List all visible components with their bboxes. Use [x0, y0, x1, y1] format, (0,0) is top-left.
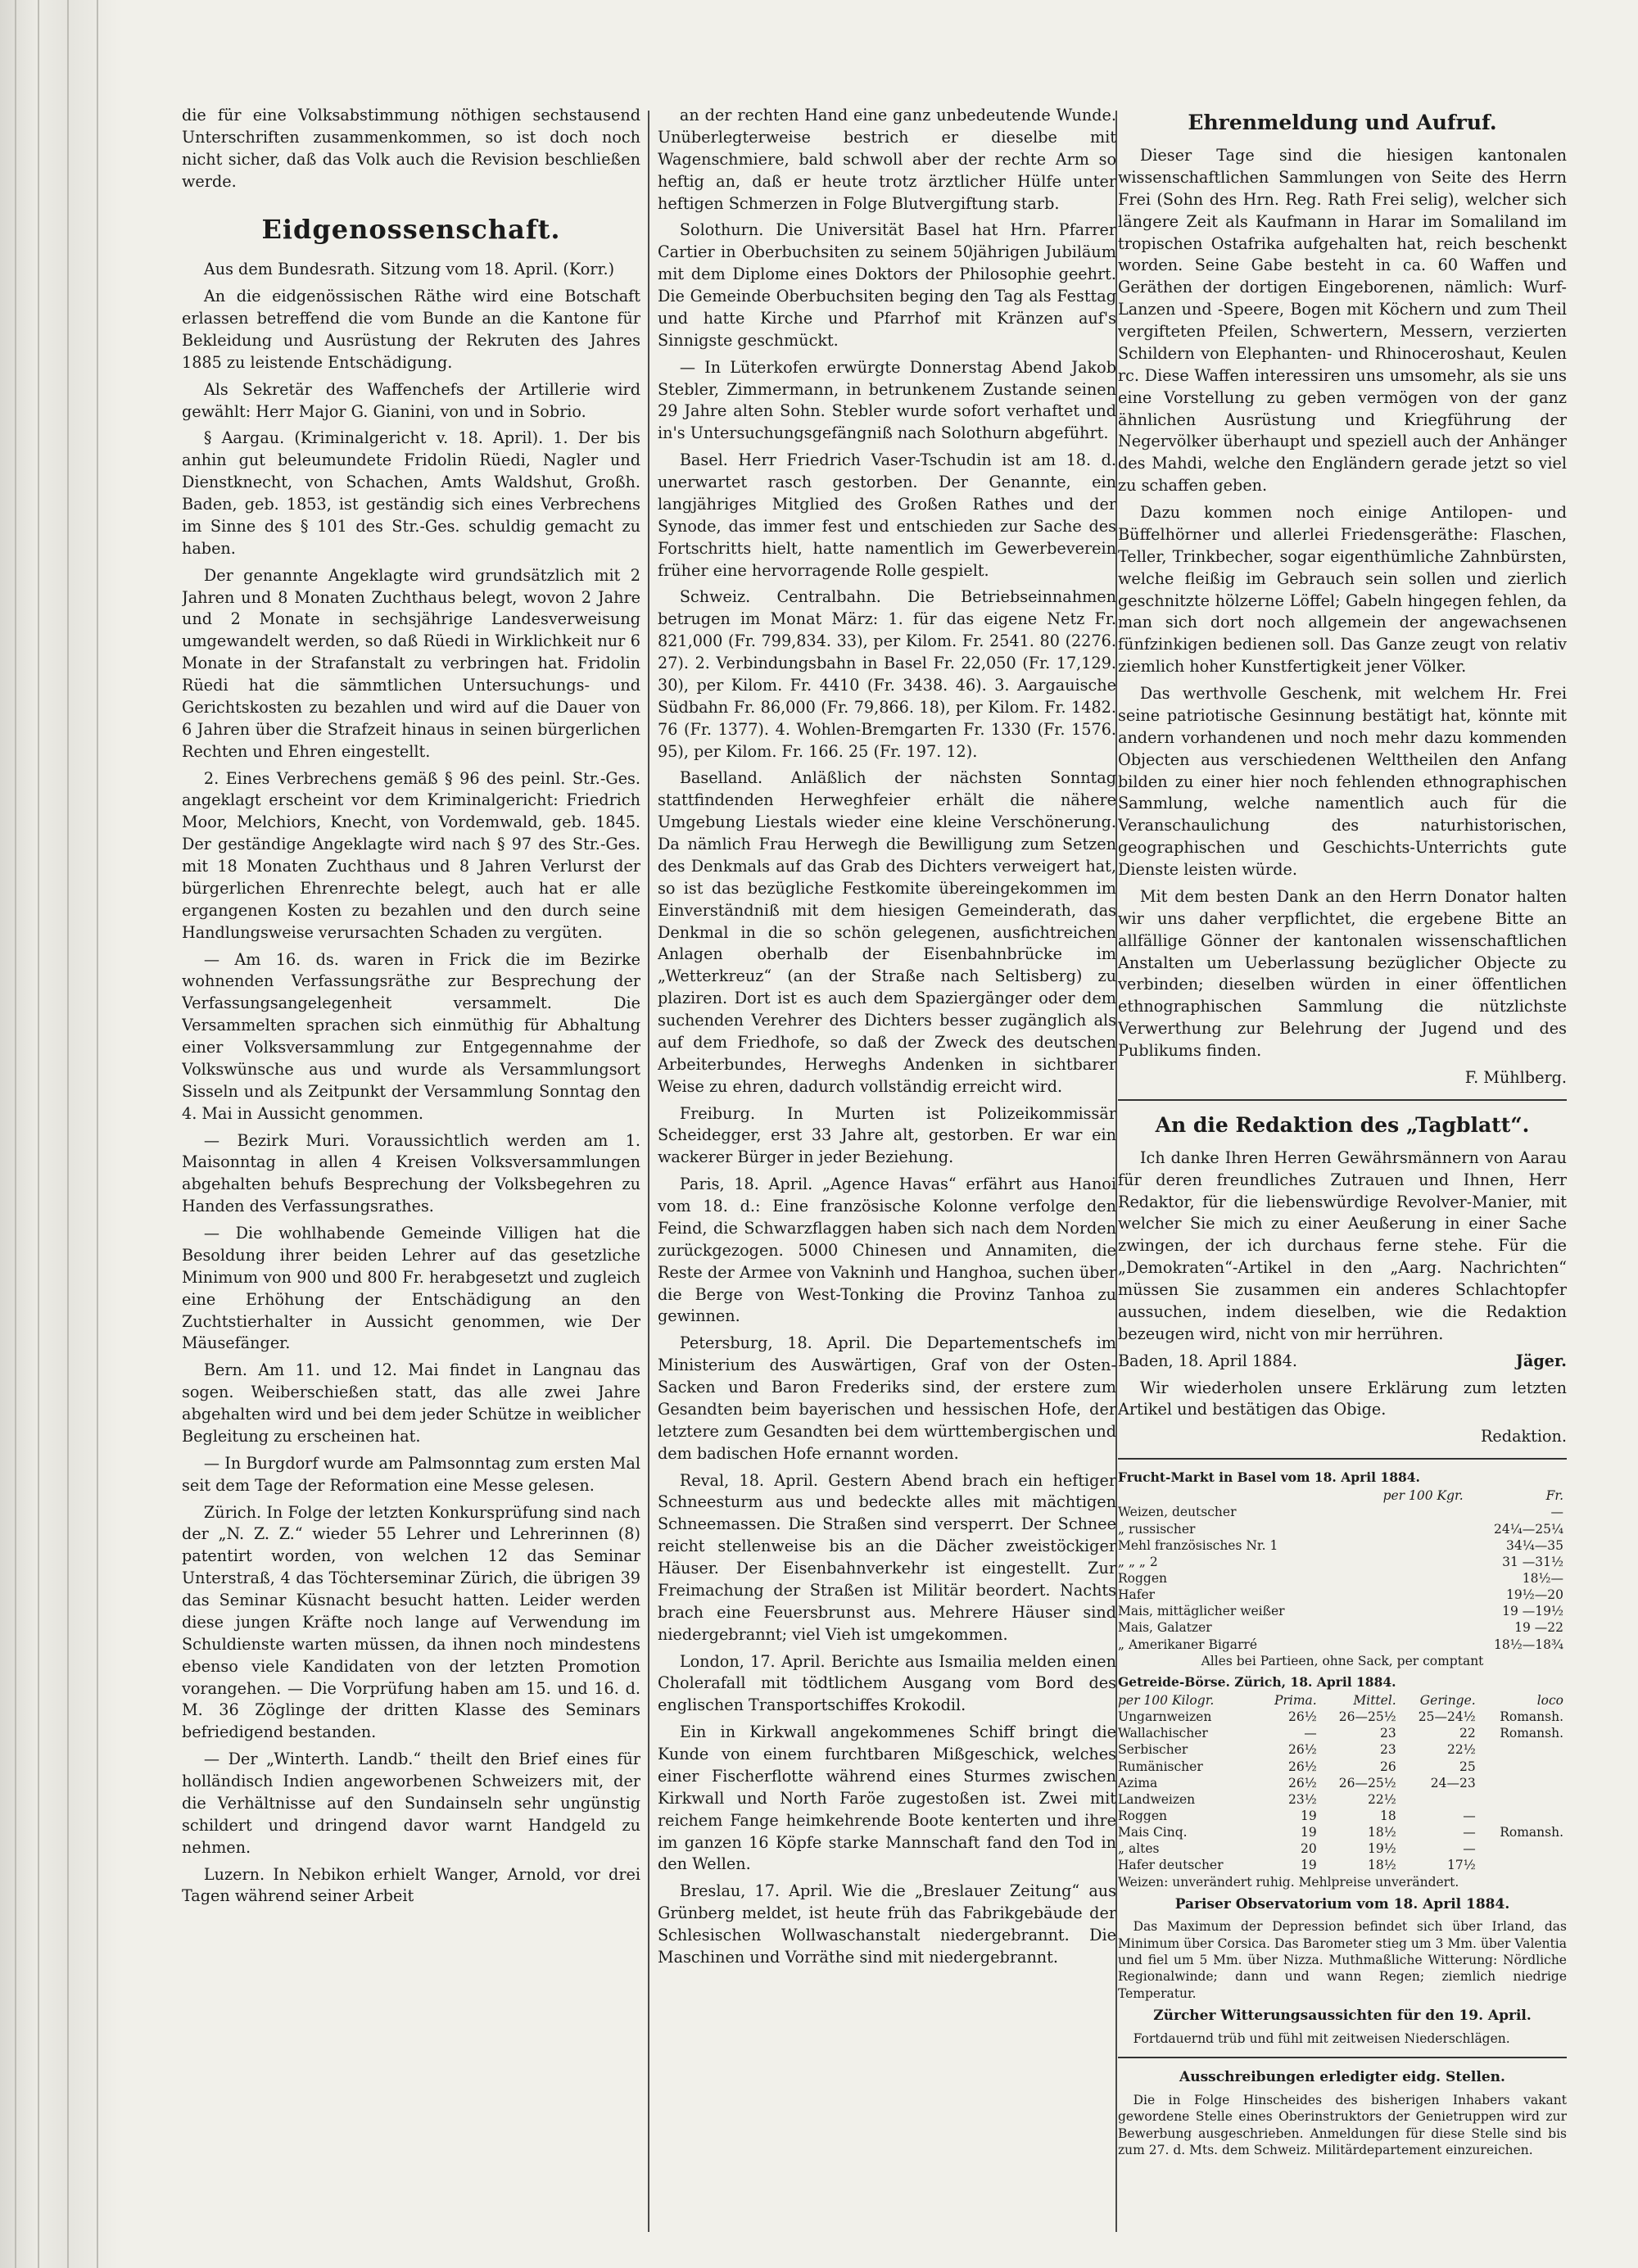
ehrenmeldung-title: Ehrenmeldung und Aufruf.	[1188, 111, 1497, 134]
table-cell	[1351, 1504, 1466, 1520]
table-header-cell: loco	[1536, 1692, 1563, 1708]
boerse-note: Weizen: unverändert ruhig. Mehlpreise unverändert.	[1118, 1874, 1459, 1890]
article-paragraph: 2. Eines Verbrechens gemäß § 96 des peinl. Str.-Ges. angeklagt erscheint vor dem Kriminalgericht: Friedrich Moor, Melchiors, Knecht, von Vordemwald, geb. 1845. Der geständige Angeklagte wird nach § 97 des Str.-Ges. mit 18 Monaten Zuchthaus und 8 Jahren Verlurst der bürgerlichen Ehrenrechte belegt, auch hat er alle ergangenen Kosten zu bezahlen und den durch seine Handlungsweise verursachten Schaden zu vergüten.	[182, 768, 640, 942]
table-row	[1118, 1725, 1567, 1741]
table-cell: „ „ „ 2	[1118, 1554, 1158, 1569]
column-3	[1118, 105, 1567, 2251]
table-row	[1118, 1791, 1567, 1808]
redaktion-title: An die Redaktion des „Tagblatt“.	[1155, 1112, 1530, 1137]
redaktion-reply-signature: Redaktion.	[1480, 1427, 1567, 1446]
article-paragraph: Bern. Am 11. und 12. Mai findet in Langnau das sogen. Weiberschießen statt, das alle zwei Jahre abgehalten wird und bei dem jeder Schütze in weiblicher Begleitung zu erscheinen hat.	[182, 1360, 640, 1446]
table-cell: 18½	[1367, 1825, 1396, 1840]
table-cell	[1351, 1537, 1466, 1554]
article-paragraph: — Der „Winterth. Landb.“ theilt den Brief eines für holländisch Indien angeworbenen Schweizers mit, der die Verhältnisse auf den Sundainseln sehr ungünstig schildert und dringend davor warnt Handgeld zu nehmen.	[182, 1750, 640, 1857]
table-cell: 22½	[1446, 1742, 1476, 1758]
article-paragraph: Der genannte Angeklagte wird grundsätzlich mit 2 Jahren und 8 Monaten Zuchthaus belegt, wovon 2 Jahre und 2 Monate in sechsjährige Landesverweisung umgewandelt werden, so daß Rüedi in Wirklichkeit nur 6 Monate in der Strafanstalt zu verbringen hat. Fridolin Rüedi hat die sämmtlichen Untersuchungs- und Gerichtskosten zu bezahlen und wird auf die Dauer von 6 Jahren über die Strafzeit hinaus in seinen bürgerlichen Rechten und Ehren eingestellt.	[182, 565, 640, 761]
table-cell: Wallachischer	[1118, 1726, 1208, 1741]
table-cell: 34¼—35	[1506, 1537, 1563, 1553]
table-header-cell: Geringe.	[1419, 1692, 1476, 1708]
table-row	[1118, 1808, 1567, 1824]
weather-outlook-title: Zürcher Witterungsaussichten für den 19. April.	[1153, 2008, 1532, 2025]
table-cell: 23½	[1287, 1791, 1317, 1807]
article-paragraph: Freiburg. In Murten ist Polizeikommissär Scheidegger, erst 33 Jahre alt, gestorben. Er war ein wackerer Bürger in jeder Beziehung.	[658, 1103, 1116, 1167]
article-paragraph: — In Lüterkofen erwürgte Donnerstag Abend Jakob Stebler, Zimmermann, in betrunkenem Zustande seinen 29 Jahre alten Sohn. Stebler wurde sofort verhaftet und in's Untersuchungsgefängniß nach Solothurn abgeführt.	[658, 357, 1116, 443]
table-cell: Mais, mittäglicher weißer	[1118, 1604, 1285, 1619]
table-header-row	[1118, 1487, 1567, 1504]
job-notice-section	[1118, 2068, 1567, 2158]
table-row	[1118, 1759, 1567, 1775]
table-cell: Mais, Galatzer	[1118, 1620, 1212, 1636]
table-row	[1118, 1824, 1567, 1840]
intro-paragraph: die für eine Volksabstimmung nöthigen sechstausend Unterschriften zusammenkommen, so ist doch noch nicht sicher, daß das Volk auch die Revision beschließen werde.	[182, 106, 640, 191]
divider	[1118, 1099, 1567, 1101]
table-cell	[1479, 1857, 1567, 1873]
binding-line	[67, 0, 69, 2268]
table-cell: 23	[1379, 1742, 1396, 1758]
table-cell: „ Amerikaner Bigarré	[1118, 1636, 1258, 1652]
table-header-row	[1118, 1692, 1567, 1709]
table-row	[1118, 1554, 1567, 1570]
table-cell: Roggen	[1118, 1808, 1168, 1823]
boerse-title: Getreide-Börse. Zürich, 18. April 1884.	[1118, 1673, 1396, 1690]
table-cell	[1351, 1636, 1466, 1653]
table-cell	[1351, 1603, 1466, 1619]
column-2	[658, 105, 1116, 2251]
article-paragraph: Breslau, 17. April. Wie die „Breslauer Zeitung“ aus Grünberg meldet, ist heute früh das Fabrikgebäude der Schlesischen Wollwaschanstalt niedergebrannt. Die Maschinen und Vorräthe sind mit niedergebrannt.	[658, 1881, 1116, 1967]
table-cell: 18½—18¾	[1494, 1636, 1563, 1652]
column-rule	[648, 111, 649, 2232]
table-row	[1118, 1709, 1567, 1725]
table-cell: Romansh.	[1500, 1825, 1563, 1840]
article-paragraph: Paris, 18. April. „Agence Havas“ erfährt aus Hanoi vom 18. d.: Eine französische Kolonne verfolge den Feind, die Schwarzflaggen haben sich nach dem Norden zurückgezogen. 5000 Chinesen und Annamiten, die Reste der Armee von Vakninh und Hanghoa, suchen über die Berge von West-Tonking die Provinz Tanhoa zu gewinnen.	[658, 1175, 1116, 1326]
ehrenmeldung-paragraph: Mit dem besten Dank an den Herrn Donator halten wir uns daher verpflichtet, die ergebene Bitte an allfällige Gönner der kantonalen wissenschaftlichen Anstalten um Ueberlassung bezüglicher Objecte zu verbinden; dieselben würden in einer öffentlichen ethnographischen Sammlung die nützlichste Verwerthung zur Belehrung der Jugend und des Publikums finden.	[1118, 886, 1567, 1060]
binding-line	[15, 0, 16, 2268]
page-binding	[0, 0, 123, 2268]
article-paragraph: Basel. Herr Friedrich Vaser-Tschudin ist am 18. d. unerwartet rasch gestorben. Der Genannte, ein langjähriges Mitglied des Großen Rathes und der Synode, das immer fest und entschieden zur Sache des Fortschritts hielt, hatte namentlich im Gewerbeverein früher eine hervorragende Rolle gespielt.	[658, 450, 1116, 580]
table-row	[1118, 1570, 1567, 1587]
table-cell: —	[1550, 1505, 1563, 1520]
article-paragraph: Schweiz. Centralbahn. Die Betriebseinnahmen betrugen im Monat März: 1. für das eigene Netz Fr. 821,000 (Fr. 799,834. 33), per Kilom. Fr. 2541. 80 (2276. 27). 2. Verbindungsbahn in Basel Fr. 22,050 (Fr. 17,129. 30), per Kilom. Fr. 4410 (Fr. 3438. 46). 3. Aargauische Südbahn Fr. 86,000 (Fr. 79,866. 18), per Kilom. Fr. 1482. 76 (Fr. 1377). 4. Wohlen-Bremgarten Fr. 1330 (Fr. 1576. 95), per Kilom. Fr. 166. 25 (Fr. 197. 12).	[658, 587, 1116, 761]
redaktion-signoff	[1118, 1351, 1567, 1373]
ehrenmeldung-body	[1118, 145, 1567, 1062]
table-cell: 17½	[1446, 1858, 1476, 1873]
table-header-cell: per 100 Kilogr.	[1118, 1692, 1215, 1708]
table-cell: „ russischer	[1118, 1521, 1196, 1537]
table-cell: Ungarnweizen	[1118, 1709, 1212, 1725]
table-cell: 19	[1300, 1808, 1317, 1823]
table-cell: 22	[1459, 1726, 1476, 1741]
job-notice-title: Ausschreibungen erledigter eidg. Stellen.	[1179, 2069, 1505, 2086]
table-cell	[1351, 1521, 1466, 1537]
table-cell: Hafer	[1118, 1587, 1156, 1603]
table-cell: 18	[1379, 1808, 1396, 1823]
table-cell: —	[1463, 1825, 1476, 1840]
table-cell: —	[1304, 1726, 1317, 1741]
table-cell	[1400, 1791, 1479, 1808]
table-header-cell: Mittel.	[1353, 1692, 1396, 1708]
article-paragraph: Baselland. Anläßlich der nächsten Sonntag stattfindenden Herweghfeier erhält die nähere Umgebung Liestals wieder eine kleine Verschönerung. Da nämlich Frau Herwegh die Bewilligung zum Setzen des Denkmals auf das Grab des Dichters verweigert hat, so ist das bezügliche Festkomite übereingekommen im Einverständniß mit dem hiesigen Gemeinderath, das Denkmal in die so schön gelegenen, ausfichtreichen Anlagen oberhalb der Eisenbahnbrücke im „Wetterkreuz“ (an der Straße nach Seltisberg) zu plaziren. Dort ist es auch dem Spaziergänger oder dem suchenden Verehrer des Dichters besser zugänglich als auf dem Friedhofe, so daß der Zweck des deutschen Arbeiterbundes, Herweghs Andenken in sichtbarer Weise zu ehren, dadurch vollständig erreicht wird.	[658, 768, 1116, 1096]
market-note: Alles bei Partieen, ohne Sack, per comptant	[1201, 1653, 1484, 1668]
table-row	[1118, 1619, 1567, 1636]
divider	[1118, 2057, 1567, 2058]
section-title: Eidgenossenschaft.	[261, 213, 561, 245]
table-cell	[1479, 1840, 1567, 1857]
redaktion-body	[1118, 1148, 1567, 1346]
table-row	[1118, 1537, 1567, 1554]
binding-line	[38, 0, 39, 2268]
table-cell: 19½—20	[1506, 1587, 1563, 1603]
table-cell: 26½	[1287, 1759, 1317, 1774]
table-header-cell	[1118, 1487, 1351, 1504]
table-cell	[1351, 1619, 1466, 1636]
table-cell: Romansh.	[1500, 1709, 1563, 1725]
article-paragraph: Ein in Kirkwall angekommenes Schiff bringt die Kunde von einem furchtbaren Mißgeschick, welches einer Fischerflotte während eines Sturmes zwischen Kirkwall und North Faröe zugestoßen ist. Zwei mit reichem Fange heimkehrende Boote kenterten und ihre im ganzen 16 Köpfe starke Mannschaft fand den Tod in den Wellen.	[658, 1723, 1116, 1874]
column-1	[182, 105, 640, 2251]
table-cell	[1351, 1587, 1466, 1603]
market-table	[1118, 1487, 1567, 1652]
table-cell	[1479, 1808, 1567, 1824]
article-paragraph: Petersburg, 18. April. Die Departementschefs im Ministerium des Auswärtigen, Graf von der Osten-Sacken und Baron Frederiks sind, der erstere zum Gesandten beim bayerischen und hessischen Hofe, der letztere zum Gesandten bei dem württembergischen und dem badischen Hofe ernannt worden.	[658, 1333, 1116, 1463]
table-cell: 19	[1300, 1858, 1317, 1873]
table-cell: 26½	[1287, 1709, 1317, 1725]
article-paragraph: — Die wohlhabende Gemeinde Villigen hat die Besoldung ihrer beiden Lehrer auf das gesetzliche Minimum von 900 und 800 Fr. herabgesetzt und zugleich eine Erhöhung der Entschädigung an den Zuchtstierhalter in Aussicht genommen, wie Der Mäusefänger.	[182, 1224, 640, 1353]
table-cell	[1479, 1741, 1567, 1758]
article-paragraph: — Bezirk Muri. Voraussichtlich werden am 1. Maisonntag in allen 4 Kreisen Volksversammlungen abgehalten behufs Besprechung der Volksbegehren zu Handen des Verfassungsrathes.	[182, 1130, 640, 1216]
table-cell: 24¼—25¼	[1494, 1521, 1563, 1537]
article-paragraph: an der rechten Hand eine ganz unbedeutende Wunde. Unüberlegterweise bestrich er dieselbe mit Wagenschmiere, bald schwoll aber der rechte Arm so heftig an, daß er heute trotz ärztlicher Hülfe unter heftigen Schmerzen in Folge Blutvergiftung starb.	[658, 106, 1116, 213]
table-row	[1118, 1857, 1567, 1873]
article-paragraph: § Aargau. (Kriminalgericht v. 18. April). 1. Der bis anhin gut beleumundete Fridolin Rüedi, Nagler und Dienstknecht, von Schachen, Amts Waldshut, Großh. Baden, geb. 1853, ist geständig sich eines Verbrechens im Sinne des § 101 des Str.-Ges. schuldig gemacht zu haben.	[182, 428, 640, 558]
observatory-title: Pariser Observatorium vom 18. April 1884.	[1174, 1895, 1510, 1913]
article-paragraph: Als Sekretär des Waffenchefs der Artillerie wird gewählt: Herr Major G. Gianini, von und in Sobrio.	[182, 379, 640, 421]
table-row	[1118, 1603, 1567, 1619]
table-cell	[1351, 1570, 1466, 1587]
binding-line	[97, 0, 98, 2268]
table-row	[1118, 1775, 1567, 1791]
table-cell: 26½	[1287, 1775, 1317, 1790]
table-cell: Roggen	[1118, 1570, 1168, 1586]
table-cell: 25—24½	[1418, 1709, 1476, 1725]
divider	[1118, 1458, 1567, 1460]
table-cell: Weizen, deutscher	[1118, 1505, 1237, 1520]
table-cell	[1351, 1554, 1466, 1570]
article-paragraph: — Am 16. ds. waren in Frick die im Bezirke wohnenden Verfassungsräthe zur Besprechung der Verfassungsangelegenheit versammelt. Die Versammelten sprachen sich einmüthig für Abhaltung einer Volksversammlung zur Entgegennahme der Volkswünsche aus und wurde als Versammlungsort Sisseln und als Zeitpunkt der Versammlung Sonntag den 4. Mai in Aussicht genommen.	[182, 949, 640, 1123]
table-cell: Landweizen	[1118, 1791, 1196, 1807]
table-cell: 26½	[1287, 1742, 1317, 1758]
redaktion-reply: Wir wiederholen unsere Erklärung zum letzten Artikel und bestätigen das Obige.	[1118, 1378, 1567, 1419]
table-row	[1118, 1741, 1567, 1758]
job-notice-text: Die in Folge Hinscheides des bisherigen Inhabers vakant gewordene Stelle eines Oberinstruktors der Genietruppen wird zur Bewerbung ausgeschrieben. Anmeldungen für diese Stelle sind bis zum 27. d. Mts. dem Schweiz. Militärdepartement einzureichen.	[1118, 2092, 1567, 2158]
ehrenmeldung-signature: F. Mühlberg.	[1464, 1067, 1567, 1087]
redaktion-paragraph: Ich danke Ihren Herren Gewährsmännern von Aarau für deren freundliches Zutrauen und Ihnen, Herr Redaktor, für die liebenswürdige Revolver-Manier, mit welcher Sie mich zu einer Aeußerung in einer Sache zwingen, der ich durchaus ferne stehe. Für die „Demokraten“-Artikel in den „Aarg. Nachrichten“ müssen Sie zusammen ein anderes Schlachtopfer aussuchen, indem dieselben, wie die Redaktion bezeugen wird, nicht von mir herrühren.	[1118, 1148, 1567, 1343]
ehrenmeldung-paragraph: Das werthvolle Geschenk, mit welchem Hr. Frei seine patriotische Gesinnung bestätigt hat, könnte mit andern vorhandenen und noch mehr dazu kommenden Objecten aus verschiedenen Welttheilen den Anfang bilden zu einer hier noch fehlenden ethnographischen Sammlung, welche namentlich auch für die Veranschaulichung des naturhistorischen, geographischen und Geschichts-Unterrichts gute Dienste leisten würde.	[1118, 684, 1567, 879]
table-cell: 26—25½	[1338, 1709, 1396, 1725]
table-cell: 20	[1300, 1841, 1317, 1857]
market-title: Frucht-Markt in Basel vom 18. April 1884.	[1118, 1469, 1420, 1486]
table-cell: Serbischer	[1118, 1742, 1188, 1758]
table-cell: Hafer deutscher	[1118, 1858, 1224, 1873]
ehrenmeldung-paragraph: Dieser Tage sind die hiesigen kantonalen wissenschaftlichen Sammlungen von Seite des Herrn Frei (Sohn des Hrn. Reg. Rath Frei selig), welcher sich längere Zeit als Kaufmann in Harar im Somaliland im tropischen Ostafrika aufgehalten hat, reich beschenkt worden. Seine Gabe besteht in ca. 60 Waffen und Geräthen der dortigen Eingeborenen, nämlich: Wurf-Lanzen und -Speere, Bogen mit Köchern und zum Theil vergifteten Pfeilen, Schwertern, Messern, verzierten Schildern von Elephanten- und Rhinoceroshaut, Keulen rc. Diese Waffen interessiren uns umsomehr, als sie uns eine Vorstellung zu geben vermögen von der ganz ähnlichen Ausrüstung und Kriegführung der Negervölker überhaupt und speziell auch der Anhänger des Mahdi, welche den Engländern gerade jetzt so viel zu schaffen geben.	[1118, 146, 1567, 496]
table-cell: 26—25½	[1338, 1775, 1396, 1790]
table-header-cell: per 100 Kgr.	[1382, 1488, 1464, 1504]
table-cell: —	[1463, 1841, 1476, 1857]
table-cell: 26	[1379, 1759, 1396, 1774]
observatory-section	[1118, 1895, 1567, 2048]
table-cell: 19 —19½	[1502, 1604, 1563, 1619]
table-row	[1118, 1840, 1567, 1857]
place-date: Baden, 18. April 1884.	[1118, 1351, 1297, 1370]
table-cell: Rumänischer	[1118, 1759, 1203, 1774]
article-paragraph: London, 17. April. Berichte aus Ismailia melden einen Cholerafall mit tödtlichem Ausgang vom Bord des englischen Transportschiffes Krokodil.	[658, 1651, 1116, 1715]
market-section	[1118, 1469, 1567, 1890]
boerse-table	[1118, 1692, 1567, 1874]
table-cell: Mais Cinq.	[1118, 1825, 1188, 1840]
article-paragraph: Reval, 18. April. Gestern Abend brach ein heftiger Schneesturm aus und bedeckte alles mit mächtigen Schneemassen. Die Straßen sind versperrt. Der Schnee reicht stellenweise bis an die Dächer zweistöckiger Häuser. Der Eisenbahnverkehr ist eingestellt. Zur Freimachung der Straßen ist Militär beordert. Nachts brach eine Feuersbrunst aus. Mehrere Häuser sind niedergebrannt; viel Vieh ist umgekommen.	[658, 1470, 1116, 1644]
table-cell: 18½—	[1522, 1570, 1563, 1586]
table-cell	[1479, 1791, 1567, 1808]
article-paragraph: Aus dem Bundesrath. Sitzung vom 18. April. (Korr.)	[203, 260, 615, 279]
article-paragraph: Solothurn. Die Universität Basel hat Hrn. Pfarrer Cartier in Oberbuchsiten zu seinem 50jährigen Jubiläum mit dem Diplome eines Doktors der Philosophie geehrt. Die Gemeinde Oberbuchsiten beging den Tag als Festtag und hatte Kirche und Pfarrhof mit Kränzen auf's Sinnigste geschmückt.	[658, 220, 1116, 350]
table-header-cell: Prima.	[1274, 1692, 1317, 1708]
table-cell: 18½	[1367, 1858, 1396, 1873]
table-cell: Romansh.	[1500, 1726, 1563, 1741]
table-cell: 24—23	[1430, 1775, 1476, 1790]
table-cell: 19½	[1367, 1841, 1396, 1857]
observatory-text: Das Maximum der Depression befindet sich über Irland, das Minimum über Corsica. Das Barometer stieg um 3 Mm. über Valentia und fiel um 5 Mm. über Nizza. Muthmaßliche Witterung: Nördliche Regionalwinde; dann und wann Regen; ziemlich niedrige Temperatur.	[1118, 1919, 1567, 2001]
table-row	[1118, 1504, 1567, 1520]
article-paragraph: Zürich. In Folge der letzten Konkursprüfung sind nach der „N. Z. Z.“ wieder 55 Lehrer und Lehrerinnen (8) patentirt worden, von welchen 12 das Seminar Unterstraß, 4 das Töchterseminar Zürich, die übrigen 39 das Seminar Küsnacht besucht hatten. Leider werden diese jungen Kräfte noch lange auf Verwendung im Schuldienste warten müssen, da ihnen noch mindestens ebenso viele Kandidaten von der letzten Promotion vorangehen. — Die Vorprüfung haben am 15. und 16. d. M. 36 Zöglinge der dritten Klasse des Seminars befriedigend bestanden.	[182, 1502, 640, 1742]
table-row	[1118, 1587, 1567, 1603]
table-row	[1118, 1521, 1567, 1537]
table-row	[1118, 1636, 1567, 1653]
table-cell: 19 —22	[1514, 1620, 1563, 1636]
article-paragraph: — In Burgdorf wurde am Palmsonntag zum ersten Mal seit dem Tage der Reformation eine Messe gelesen.	[182, 1453, 640, 1495]
table-cell	[1479, 1759, 1567, 1775]
table-cell: 22½	[1367, 1791, 1396, 1807]
article-paragraph: An die eidgenössischen Räthe wird eine Botschaft erlassen betreffend die vom Bunde an die Kantone für Bekleidung und Ausrüstung der Rekruten des Jahres 1885 zu leistende Entschädigung.	[182, 287, 640, 372]
signature: Jäger.	[1515, 1351, 1567, 1370]
table-cell	[1479, 1775, 1567, 1791]
table-cell: 19	[1300, 1825, 1317, 1840]
table-cell: 23	[1379, 1726, 1396, 1741]
table-cell: —	[1463, 1808, 1476, 1823]
table-cell: Mehl französisches Nr. 1	[1118, 1537, 1278, 1553]
ehrenmeldung-paragraph: Dazu kommen noch einige Antilopen- und Büffelhörner und allerlei Friedensgeräthe: Flaschen, Teller, Trinkbecher, sogar eigenthümliche Zahnbürsten, welche fleißig im Gebrauch sein sollen und zierlich geschnitzte hölzerne Löffel; Gabeln hingegen fehlen, da man sich dort noch allgemein der angewachsenen fünfzinkigen bedienen soll. Das Ganze zeugt von relativ ziemlich hoher Kunstfertigkeit jener Völker.	[1118, 503, 1567, 677]
article-paragraph: Luzern. In Nebikon erhielt Wanger, Arnold, vor drei Tagen während seiner Arbeit	[182, 1864, 640, 1906]
column-2-body	[658, 105, 1116, 1969]
weather-outlook-text: Fortdauernd trüb und fühl mit zeitweisen Niederschlägen.	[1133, 2030, 1510, 2046]
table-cell: 25	[1459, 1759, 1476, 1774]
table-cell: „ altes	[1118, 1841, 1160, 1857]
column-1-body	[182, 259, 640, 1908]
table-cell: 31 —31½	[1502, 1554, 1563, 1569]
table-cell: Azima	[1118, 1775, 1158, 1790]
table-header-cell: Fr.	[1545, 1488, 1563, 1504]
